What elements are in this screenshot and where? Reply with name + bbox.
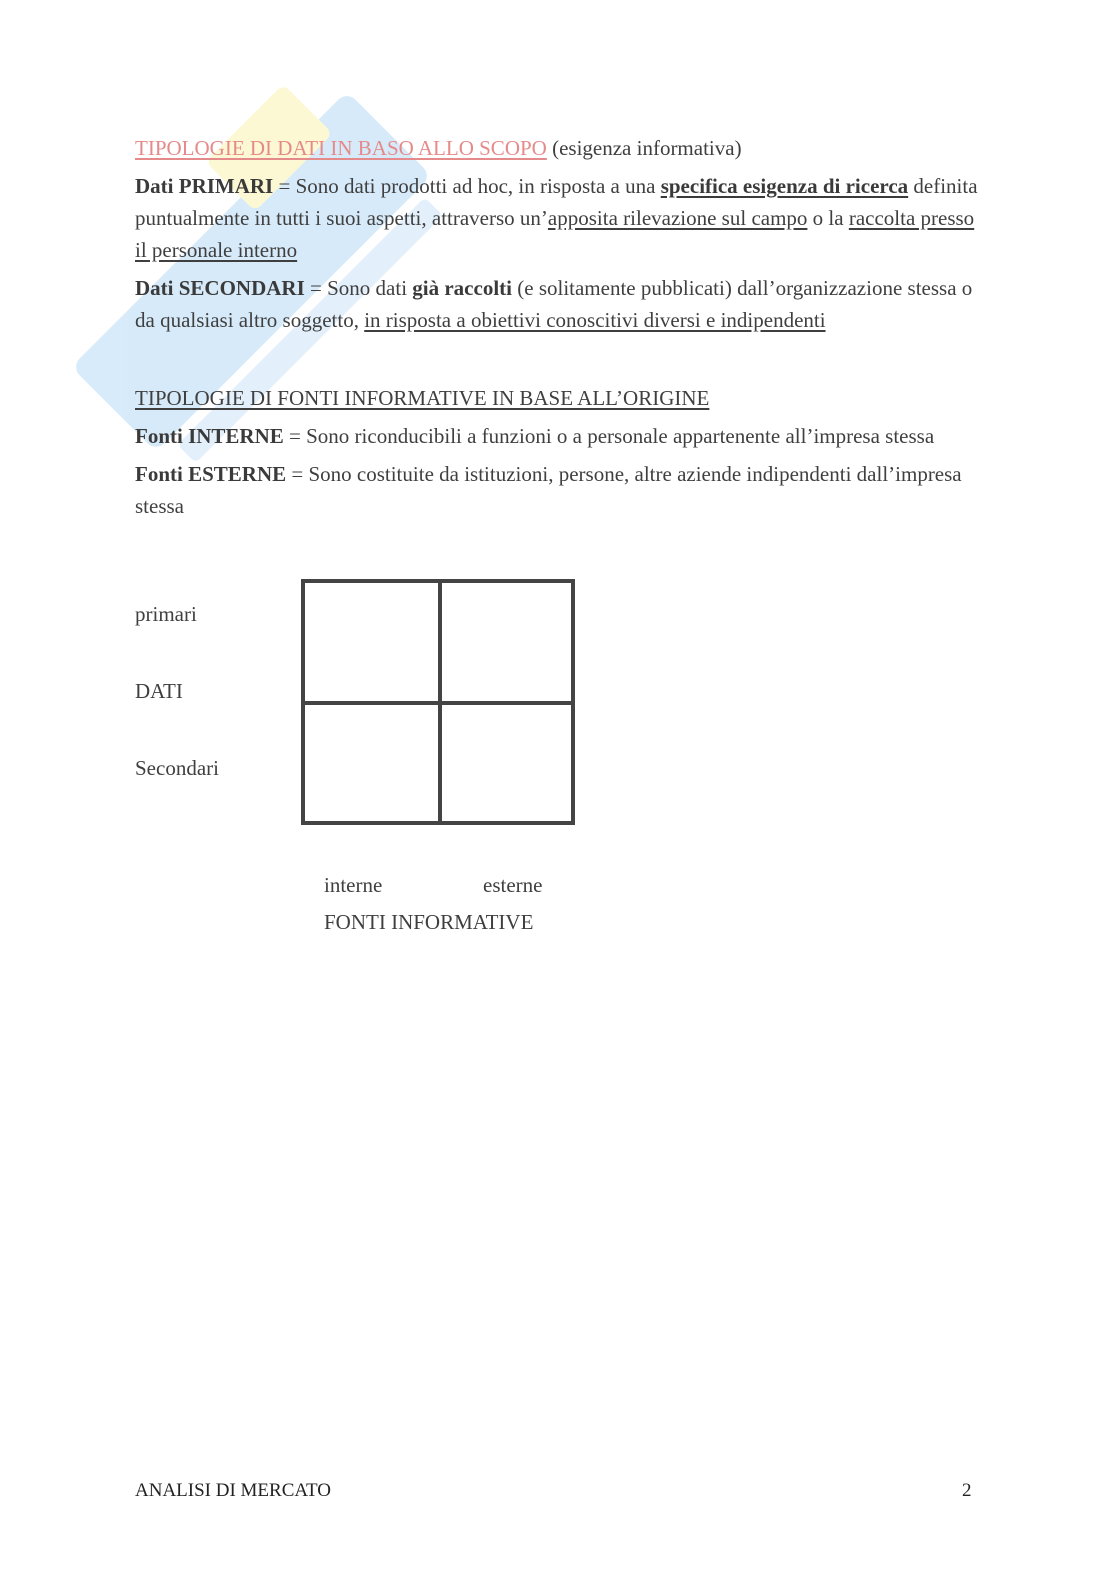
paragraph-fonti-interne [135, 420, 980, 452]
section-dati-heading [135, 132, 980, 164]
section-fonti-title: TIPOLOGIE DI FONTI INFORMATIVE IN BASE ALL’ORIGINE [135, 386, 710, 410]
matrix-row-bottom-label: Secondari [135, 756, 219, 780]
underlined-text: in risposta a obiettivi conoscitivi diversi e indipendenti [364, 308, 826, 332]
matrix-col-axis-label: FONTI INFORMATIVE [324, 910, 534, 934]
section-dati-title: TIPOLOGIE DI DATI IN BASO ALLO SCOPO [135, 136, 547, 160]
section-fonti-heading [135, 382, 980, 414]
text: = Sono dati prodotti ad hoc, in risposta a una [273, 174, 661, 198]
document-body [135, 132, 980, 528]
text: = Sono dati [304, 276, 413, 300]
paragraph-fonti-esterne [135, 458, 980, 522]
paragraph-dati-primari [135, 170, 980, 266]
paragraph-dati-secondari [135, 272, 980, 336]
matrix-row-axis-label: DATI [135, 679, 183, 703]
text: definita puntualmente in tutti i suoi aspetti, attraverso un’ [135, 174, 978, 230]
text: o la [807, 206, 849, 230]
spacer [135, 342, 980, 382]
text: (e solitamente pubblicati) dall’organizzazione stessa o da qualsiasi altro soggetto, [135, 276, 973, 332]
footer-title: ANALISI DI MERCATO [135, 1480, 331, 1501]
grid-horizontal-divider [305, 701, 571, 705]
underlined-text: apposita rilevazione sul campo [547, 206, 808, 230]
emphasis: specifica esigenza di ricerca [660, 174, 909, 198]
term-dati-primari: Dati PRIMARI [135, 174, 274, 198]
term-dati-secondari: Dati SECONDARI [135, 276, 305, 300]
page-number: 2 [962, 1480, 972, 1501]
matrix-col-right-label: esterne [483, 873, 543, 897]
underlined-text: raccolta presso il personale interno [135, 206, 975, 262]
term-fonti-interne: Fonti INTERNE [135, 424, 284, 448]
matrix-col-left-label: interne [324, 873, 383, 897]
section-dati-title-note: (esigenza informativa) [546, 136, 742, 160]
text: = Sono costituite da istituzioni, persone, altre aziende indipendenti dall’impresa stessa [135, 462, 962, 518]
term-fonti-esterne: Fonti ESTERNE [135, 462, 287, 486]
emphasis: già raccolti [412, 276, 512, 300]
matrix-grid [301, 579, 575, 825]
text: = Sono riconducibili a funzioni o a personale appartenente all’impresa stessa [283, 424, 935, 448]
matrix-row-top-label: primari [135, 602, 197, 626]
